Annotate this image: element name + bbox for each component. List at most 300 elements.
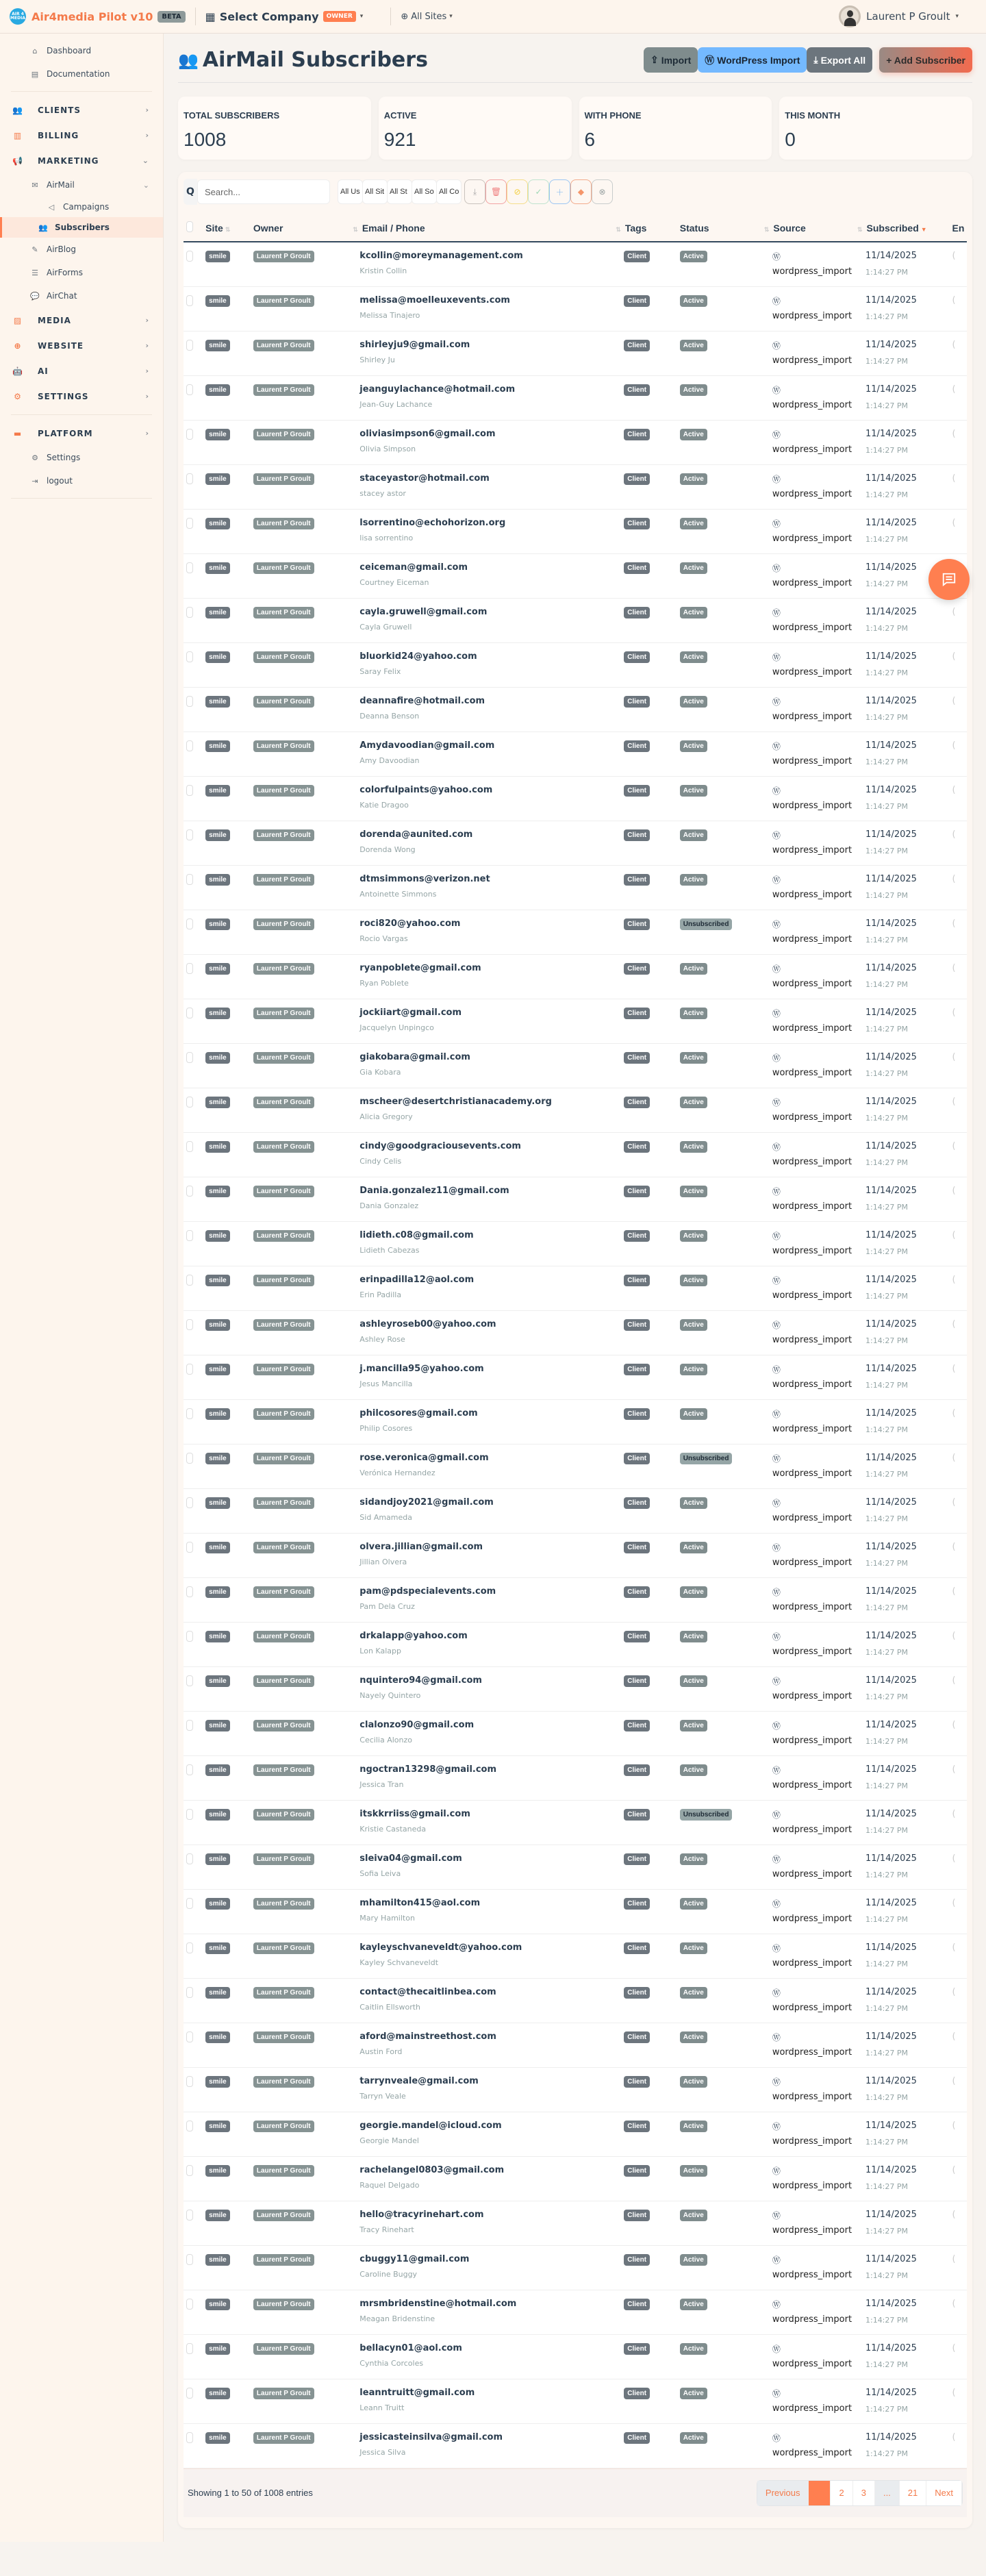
sidebar-section-settings[interactable] <box>0 384 163 409</box>
table-row[interactable] <box>184 1800 967 1845</box>
subscriber-email[interactable]: pam@pdspecialevents.com <box>359 1586 496 1597</box>
site-badge: smile <box>205 2076 230 2088</box>
subscriber-email[interactable]: ashleyroseb00@yahoo.com <box>359 1318 496 1329</box>
subscriber-email[interactable]: philcosores@gmail.com <box>359 1408 478 1418</box>
table-row[interactable] <box>184 375 967 420</box>
table-row[interactable] <box>184 331 967 375</box>
subscribed-date: 11/14/2025 <box>865 1853 917 1864</box>
import-button[interactable] <box>644 47 698 73</box>
subscriber-name: Alicia Gregory <box>359 1112 413 1121</box>
pagination-next[interactable]: Next <box>926 2481 962 2505</box>
subscriber-email[interactable]: deannafire@hotmail.com <box>359 695 485 706</box>
brand-name[interactable]: Air4media Pilot v10 <box>31 10 153 23</box>
section-label: MARKETING <box>38 155 99 166</box>
sidebar-item-documentation[interactable] <box>0 62 163 86</box>
sidebar-item-airblog[interactable] <box>0 238 163 261</box>
subscriber-email[interactable]: contact@thecaitlinbea.com <box>359 1986 496 1997</box>
table-row[interactable] <box>184 420 967 464</box>
sites-selector[interactable] <box>401 12 452 22</box>
tag-badge: Client <box>624 384 650 396</box>
table-row[interactable] <box>184 865 967 910</box>
caret-down-icon: ▾ <box>359 13 364 20</box>
subscriber-email[interactable]: clalonzo90@gmail.com <box>359 1719 475 1730</box>
table-row[interactable] <box>184 2112 967 2156</box>
subscribed-date: 11/14/2025 <box>865 784 917 795</box>
column-header-site[interactable] <box>205 212 253 242</box>
table-row[interactable] <box>184 1666 967 1711</box>
trash-icon: 🗑 <box>490 187 502 197</box>
site-badge: smile <box>205 562 230 574</box>
row-checkbox[interactable] <box>186 2254 193 2265</box>
table-row[interactable] <box>184 1845 967 1889</box>
table-row[interactable] <box>184 999 967 1043</box>
row-checkbox[interactable] <box>186 2299 193 2310</box>
row-checkbox[interactable] <box>186 473 193 484</box>
row-checkbox[interactable] <box>186 1275 193 1286</box>
subscriber-name: Verónica Hernandez <box>359 1468 435 1477</box>
subscriber-email[interactable]: staceyastor@hotmail.com <box>359 473 490 484</box>
row-checkbox[interactable] <box>186 651 193 662</box>
column-header-status[interactable] <box>680 212 772 242</box>
subscriber-email[interactable]: Amydavoodian@gmail.com <box>359 740 495 751</box>
subscribed-time: 1:14:27 PM <box>865 846 909 855</box>
subscriber-email[interactable]: rose.veronica@gmail.com <box>359 1452 489 1463</box>
row-checkbox[interactable] <box>186 1230 193 1241</box>
pagination-page-3[interactable]: 3 <box>853 2481 875 2505</box>
owner-badge: Laurent P Groult <box>253 2254 314 2266</box>
owner-badge: Laurent P Groult <box>253 2299 314 2310</box>
table-row[interactable] <box>184 553 967 598</box>
table-row[interactable] <box>184 954 967 999</box>
row-checkbox[interactable] <box>186 2121 193 2131</box>
filter-users-select[interactable]: All Us <box>338 179 363 204</box>
sort-icon: ⇅ <box>857 225 863 233</box>
site-badge: smile <box>205 2210 230 2221</box>
subscriber-email[interactable]: roci820@yahoo.com <box>359 918 461 929</box>
owner-badge: Laurent P Groult <box>253 1141 314 1153</box>
subscriber-email[interactable]: bluorkid24@yahoo.com <box>359 651 477 662</box>
subscribed-date: 11/14/2025 <box>865 1229 917 1240</box>
export-all-button[interactable] <box>807 47 872 73</box>
subscriber-email[interactable]: itskkrriiss@gmail.com <box>359 1808 470 1819</box>
pagination-page-2[interactable]: 2 <box>831 2481 852 2505</box>
pagination-page-current[interactable] <box>809 2481 831 2505</box>
table-row[interactable] <box>184 1934 967 1978</box>
subscriber-email[interactable]: cbuggy11@gmail.com <box>359 2253 470 2264</box>
pagination-page-last[interactable]: 21 <box>900 2481 926 2505</box>
table-row[interactable] <box>184 2334 967 2379</box>
subscriber-email[interactable]: nquintero94@gmail.com <box>359 1675 482 1686</box>
tag-badge: Client <box>624 1809 650 1821</box>
row-checkbox[interactable] <box>186 1631 193 1642</box>
subscriber-email[interactable]: georgie.mandel@icloud.com <box>359 2120 502 2131</box>
table-row[interactable] <box>184 2201 967 2245</box>
company-selector[interactable] <box>205 10 364 23</box>
source-text: wordpress_import <box>772 1290 852 1301</box>
table-row[interactable] <box>184 1533 967 1577</box>
subscriber-email[interactable]: aford@mainstreethost.com <box>359 2031 496 2042</box>
subscriber-email[interactable]: mrsmbridenstine@hotmail.com <box>359 2298 517 2309</box>
table-row[interactable] <box>184 2023 967 2067</box>
row-checkbox[interactable] <box>186 785 193 796</box>
source-text: wordpress_import <box>772 2047 852 2058</box>
subscribed-date: 11/14/2025 <box>865 1096 917 1107</box>
pagination <box>757 2480 963 2506</box>
owner-badge: Laurent P Groult <box>253 918 314 930</box>
filter-country-select[interactable]: All Co <box>436 179 462 204</box>
site-badge: smile <box>205 1275 230 1286</box>
table-row[interactable] <box>184 598 967 642</box>
row-checkbox[interactable] <box>186 1319 193 1330</box>
row-checkbox[interactable] <box>186 874 193 885</box>
subscriber-email[interactable]: lsorrentino@echohorizon.org <box>359 517 506 528</box>
add-subscriber-button[interactable] <box>879 47 972 73</box>
row-checkbox[interactable] <box>186 1942 193 1953</box>
subscriber-email[interactable]: mscheer@desertchristianacademy.org <box>359 1096 552 1107</box>
chat-fab-button[interactable] <box>928 559 970 600</box>
table-row[interactable] <box>184 1088 967 1132</box>
sidebar-item-campaigns[interactable] <box>0 197 163 217</box>
search-input[interactable] <box>197 179 330 204</box>
owner-badge: Laurent P Groult <box>253 1097 314 1108</box>
subscriber-email[interactable]: hello@tracyrinehart.com <box>359 2209 484 2220</box>
row-checkbox[interactable] <box>186 1987 193 1998</box>
user-menu[interactable] <box>839 5 959 27</box>
row-checkbox[interactable] <box>186 1720 193 1731</box>
tag-badge: Client <box>624 1141 650 1153</box>
table-row[interactable] <box>184 464 967 509</box>
row-checkbox[interactable] <box>186 1008 193 1018</box>
tag-badge: Client <box>624 1898 650 1910</box>
subscriber-email[interactable]: ngoctran13298@gmail.com <box>359 1764 497 1775</box>
site-badge: smile <box>205 874 230 886</box>
column-header-subscribed[interactable] <box>857 212 952 242</box>
subscriber-email[interactable]: rachelangel0803@gmail.com <box>359 2164 505 2175</box>
table-row[interactable] <box>184 509 967 553</box>
table-row[interactable] <box>184 821 967 865</box>
subscriber-email[interactable]: bellacyn01@aol.com <box>359 2342 462 2353</box>
source-text: wordpress_import <box>772 1824 852 1835</box>
subscriber-email[interactable]: jessicasteinsilva@gmail.com <box>359 2431 503 2442</box>
subscriber-email[interactable]: drkalapp@yahoo.com <box>359 1630 468 1641</box>
wordpress-icon: Ⓦ <box>772 1899 781 1909</box>
filter-sites-select[interactable]: All Sit <box>362 179 388 204</box>
chevron-right-icon: › <box>145 131 149 140</box>
table-row[interactable] <box>184 1444 967 1488</box>
row-checkbox[interactable] <box>186 340 193 351</box>
row-checkbox[interactable] <box>186 429 193 440</box>
row-checkbox[interactable] <box>186 696 193 707</box>
sidebar-section-billing[interactable] <box>0 123 163 148</box>
table-row[interactable] <box>184 1177 967 1221</box>
sidebar-section-clients[interactable] <box>0 97 163 123</box>
row-checkbox[interactable] <box>186 1408 193 1419</box>
subscriber-email[interactable]: oliviasimpson6@gmail.com <box>359 428 496 439</box>
site-badge: smile <box>205 785 230 797</box>
subscriber-email[interactable]: jockiiart@gmail.com <box>359 1007 462 1018</box>
row-checkbox[interactable] <box>186 384 193 395</box>
table-row[interactable] <box>184 1488 967 1533</box>
stat-label: ACTIVE <box>383 110 417 121</box>
subscriber-email[interactable]: sleiva04@gmail.com <box>359 1853 462 1864</box>
owner-badge: Laurent P Groult <box>253 2388 314 2399</box>
tag-badge: Client <box>624 2165 650 2177</box>
sidebar-section-website[interactable] <box>0 333 163 358</box>
status-badge: Active <box>680 2388 707 2399</box>
subscriber-name: Philip Cosores <box>359 1423 413 1433</box>
sidebar-section-ai[interactable] <box>0 358 163 384</box>
truncated-cell: ( <box>952 295 956 305</box>
column-header-email[interactable] <box>353 212 624 242</box>
row-checkbox[interactable] <box>186 829 193 840</box>
table-row[interactable] <box>184 2423 967 2468</box>
row-checkbox[interactable] <box>186 607 193 618</box>
table-row[interactable] <box>184 2067 967 2112</box>
site-badge: smile <box>205 473 230 485</box>
table-row[interactable] <box>184 1399 967 1444</box>
table-row[interactable] <box>184 1355 967 1399</box>
row-checkbox[interactable] <box>186 2076 193 2087</box>
row-checkbox[interactable] <box>186 2343 193 2354</box>
megaphone-icon: 📢 <box>12 155 23 166</box>
brand-logo[interactable]: AIR 4 MEDIA <box>10 8 26 25</box>
subscriber-email[interactable]: melissa@moelleuxevents.com <box>359 295 510 305</box>
row-checkbox[interactable] <box>186 1141 193 1152</box>
owner-badge: Laurent P Groult <box>253 2121 314 2132</box>
stat-label: THIS MONTH <box>785 110 841 121</box>
subscribed-time: 1:14:27 PM <box>865 1603 909 1612</box>
row-checkbox[interactable] <box>186 1809 193 1820</box>
tag-badge: Client <box>624 2299 650 2310</box>
row-checkbox[interactable] <box>186 251 193 262</box>
subscriber-email[interactable]: shirleyju9@gmail.com <box>359 339 470 350</box>
subscriber-email[interactable]: kayleyschvaneveldt@yahoo.com <box>359 1942 522 1953</box>
subscriber-email[interactable]: olvera.jillian@gmail.com <box>359 1541 483 1552</box>
row-checkbox[interactable] <box>186 2165 193 2176</box>
subscriber-name: Jessica Tran <box>359 1779 404 1789</box>
column-header-owner[interactable] <box>253 212 359 242</box>
sort-icon: ⇅ <box>225 225 231 233</box>
subscriber-email[interactable]: j.mancilla95@yahoo.com <box>359 1363 484 1374</box>
table-row[interactable] <box>184 1266 967 1310</box>
subscriber-name: Lidieth Cabezas <box>359 1245 420 1255</box>
pagination-previous[interactable]: Previous <box>757 2481 809 2505</box>
row-checkbox[interactable] <box>186 2432 193 2443</box>
status-badge: Active <box>680 562 707 574</box>
table-row[interactable] <box>184 1221 967 1266</box>
source-text: wordpress_import <box>772 488 852 499</box>
row-checkbox[interactable] <box>186 1497 193 1508</box>
subscriber-email[interactable]: ryanpoblete@gmail.com <box>359 962 481 973</box>
sidebar-section-platform[interactable] <box>0 421 163 446</box>
truncated-cell: ( <box>952 962 956 973</box>
sidebar-item-airforms[interactable] <box>0 261 163 284</box>
subscribed-date: 11/14/2025 <box>865 651 917 662</box>
wordpress-import-button[interactable] <box>698 47 807 73</box>
subscriber-email[interactable]: leanntruitt@gmail.com <box>359 2387 475 2398</box>
subscriber-email[interactable]: tarrynveale@gmail.com <box>359 2075 479 2086</box>
source-text: wordpress_import <box>772 1690 852 1701</box>
table-row[interactable] <box>184 1978 967 2023</box>
row-checkbox[interactable] <box>186 1453 193 1464</box>
sidebar-section-marketing[interactable] <box>0 148 163 173</box>
tag-badge: Client <box>624 1720 650 1731</box>
row-checkbox[interactable] <box>186 918 193 929</box>
table-row[interactable] <box>184 687 967 731</box>
sidebar-item-airmail[interactable] <box>0 173 163 197</box>
site-badge: smile <box>205 1408 230 1420</box>
sidebar-item-airchat[interactable] <box>0 284 163 308</box>
subscribed-date: 11/14/2025 <box>865 1541 917 1552</box>
wordpress-icon: Ⓦ <box>772 1721 781 1731</box>
subscriber-email[interactable]: jeanguylachance@hotmail.com <box>359 384 516 395</box>
status-badge: Unsubscribed <box>680 1453 733 1464</box>
row-checkbox[interactable] <box>186 1898 193 1909</box>
row-checkbox[interactable] <box>186 295 193 306</box>
table-row[interactable] <box>184 1622 967 1666</box>
bulk-delete-button[interactable] <box>485 179 507 204</box>
sidebar-item-dashboard[interactable] <box>0 39 163 62</box>
tag-badge: Client <box>624 1453 650 1464</box>
subscribed-time: 1:14:27 PM <box>865 2404 909 2414</box>
row-checkbox[interactable] <box>186 2210 193 2221</box>
sidebar-item-subscribers[interactable] <box>0 217 163 238</box>
subscriber-email[interactable]: mhamilton415@aol.com <box>359 1897 481 1908</box>
sidebar-item-platform-settings[interactable] <box>0 446 163 469</box>
row-checkbox[interactable] <box>186 1097 193 1108</box>
site-badge: smile <box>205 918 230 930</box>
owner-badge: Laurent P Groult <box>253 473 314 485</box>
table-row[interactable] <box>184 910 967 954</box>
subscriber-email[interactable]: dorenda@aunited.com <box>359 829 473 840</box>
subscribed-date: 11/14/2025 <box>865 962 917 973</box>
bulk-download-button[interactable] <box>464 179 485 204</box>
clear-selection-button[interactable] <box>592 179 613 204</box>
source-text: wordpress_import <box>772 533 852 544</box>
subscriber-name: Antoinette Simmons <box>359 889 437 899</box>
table-row[interactable] <box>184 642 967 687</box>
site-badge: smile <box>205 1230 230 1242</box>
tag-badge: Client <box>624 295 650 307</box>
row-checkbox[interactable] <box>186 2031 193 2042</box>
subscriber-email[interactable]: lidieth.c08@gmail.com <box>359 1229 474 1240</box>
table-row[interactable] <box>184 776 967 821</box>
truncated-cell: ( <box>952 1853 956 1864</box>
row-checkbox[interactable] <box>186 1586 193 1597</box>
subscribed-date: 11/14/2025 <box>865 562 917 573</box>
bulk-resubscribe-button[interactable] <box>528 179 549 204</box>
subscriber-email[interactable]: Dania.gonzalez11@gmail.com <box>359 1185 509 1196</box>
globe-icon: ⊕ <box>401 11 409 22</box>
row-checkbox[interactable] <box>186 1542 193 1553</box>
truncated-cell: ( <box>952 1942 956 1953</box>
header-actions <box>644 47 972 73</box>
row-checkbox[interactable] <box>186 1675 193 1686</box>
select-all-checkbox[interactable] <box>184 212 205 242</box>
owner-badge: Laurent P Groult <box>253 785 314 797</box>
table-row[interactable] <box>184 2290 967 2334</box>
subscribed-date: 11/14/2025 <box>865 1007 917 1018</box>
subscriber-name: Ashley Rose <box>359 1334 405 1344</box>
table-row[interactable] <box>184 1577 967 1622</box>
table-row[interactable] <box>184 2245 967 2290</box>
subscriber-email[interactable]: sidandjoy2021@gmail.com <box>359 1497 494 1508</box>
row-checkbox[interactable] <box>186 963 193 974</box>
site-badge: smile <box>205 518 230 529</box>
truncated-cell: ( <box>952 1497 956 1508</box>
subscriber-email[interactable]: erinpadilla12@aol.com <box>359 1274 475 1285</box>
subscriber-email[interactable]: cindy@goodgraciousevents.com <box>359 1140 521 1151</box>
row-checkbox[interactable] <box>186 1052 193 1063</box>
tag-badge: Client <box>624 2076 650 2088</box>
truncated-cell: ( <box>952 1408 956 1418</box>
column-label: Email / Phone <box>362 222 425 234</box>
tag-badge: Client <box>624 518 650 529</box>
bulk-unsubscribe-button[interactable] <box>507 179 528 204</box>
row-checkbox[interactable] <box>186 1764 193 1775</box>
row-checkbox[interactable] <box>186 1186 193 1197</box>
table-row[interactable] <box>184 2156 967 2201</box>
wordpress-icon: Ⓦ <box>772 1988 781 1998</box>
subscriber-name: Pam Dela Cruz <box>359 1601 415 1611</box>
table-row[interactable] <box>184 1755 967 1800</box>
column-header-source[interactable] <box>763 212 865 242</box>
row-checkbox[interactable] <box>186 1364 193 1375</box>
bulk-add-to-list-button[interactable] <box>549 179 570 204</box>
table-row[interactable] <box>184 1310 967 1355</box>
subscriber-name: Deanna Benson <box>359 711 420 721</box>
subscribed-time: 1:14:27 PM <box>865 1514 909 1523</box>
row-checkbox[interactable] <box>186 740 193 751</box>
owner-badge: Laurent P Groult <box>253 963 314 975</box>
site-badge: smile <box>205 1008 230 1019</box>
subscribed-time: 1:14:27 PM <box>865 1647 909 1657</box>
row-checkbox[interactable] <box>186 518 193 529</box>
sidebar-item-logout[interactable] <box>0 469 163 492</box>
table-row[interactable] <box>184 1711 967 1755</box>
row-checkbox[interactable] <box>186 2388 193 2399</box>
subscriber-email[interactable]: kcollin@moreymanagement.com <box>359 251 523 261</box>
filter-status-select[interactable]: All St <box>387 179 412 204</box>
subscriber-email[interactable]: ceiceman@gmail.com <box>359 562 468 573</box>
subscriber-email[interactable]: cayla.gruwell@gmail.com <box>359 606 488 617</box>
filter-source-select[interactable]: All So <box>412 179 437 204</box>
table-row[interactable] <box>184 1043 967 1088</box>
subscriber-email[interactable]: giakobara@gmail.com <box>359 1051 470 1062</box>
table-row[interactable] <box>184 1132 967 1177</box>
tag-badge: Client <box>624 2388 650 2399</box>
owner-badge: Laurent P Groult <box>253 1942 314 1954</box>
table-row[interactable] <box>184 286 967 331</box>
subscriber-name: Raquel Delgado <box>359 2180 420 2190</box>
table-row[interactable] <box>184 731 967 776</box>
owner-badge: Laurent P Groult <box>253 1275 314 1286</box>
bulk-tag-button[interactable] <box>570 179 592 204</box>
stat-card-this-month <box>779 97 972 160</box>
tag-badge: Client <box>624 2432 650 2444</box>
row-checkbox[interactable] <box>186 1853 193 1864</box>
chevron-down-icon: ⌄ <box>142 180 149 190</box>
row-checkbox[interactable] <box>186 562 193 573</box>
stat-card-total <box>178 97 371 160</box>
subscriber-email[interactable]: dtmsimmons@verizon.net <box>359 873 490 884</box>
table-row[interactable] <box>184 1889 967 1934</box>
subscribed-time: 1:14:27 PM <box>865 757 909 766</box>
subscriber-email[interactable]: colorfulpaints@yahoo.com <box>359 784 493 795</box>
table-row[interactable] <box>184 2379 967 2423</box>
sidebar-section-media[interactable] <box>0 308 163 333</box>
table-row[interactable] <box>184 242 967 286</box>
